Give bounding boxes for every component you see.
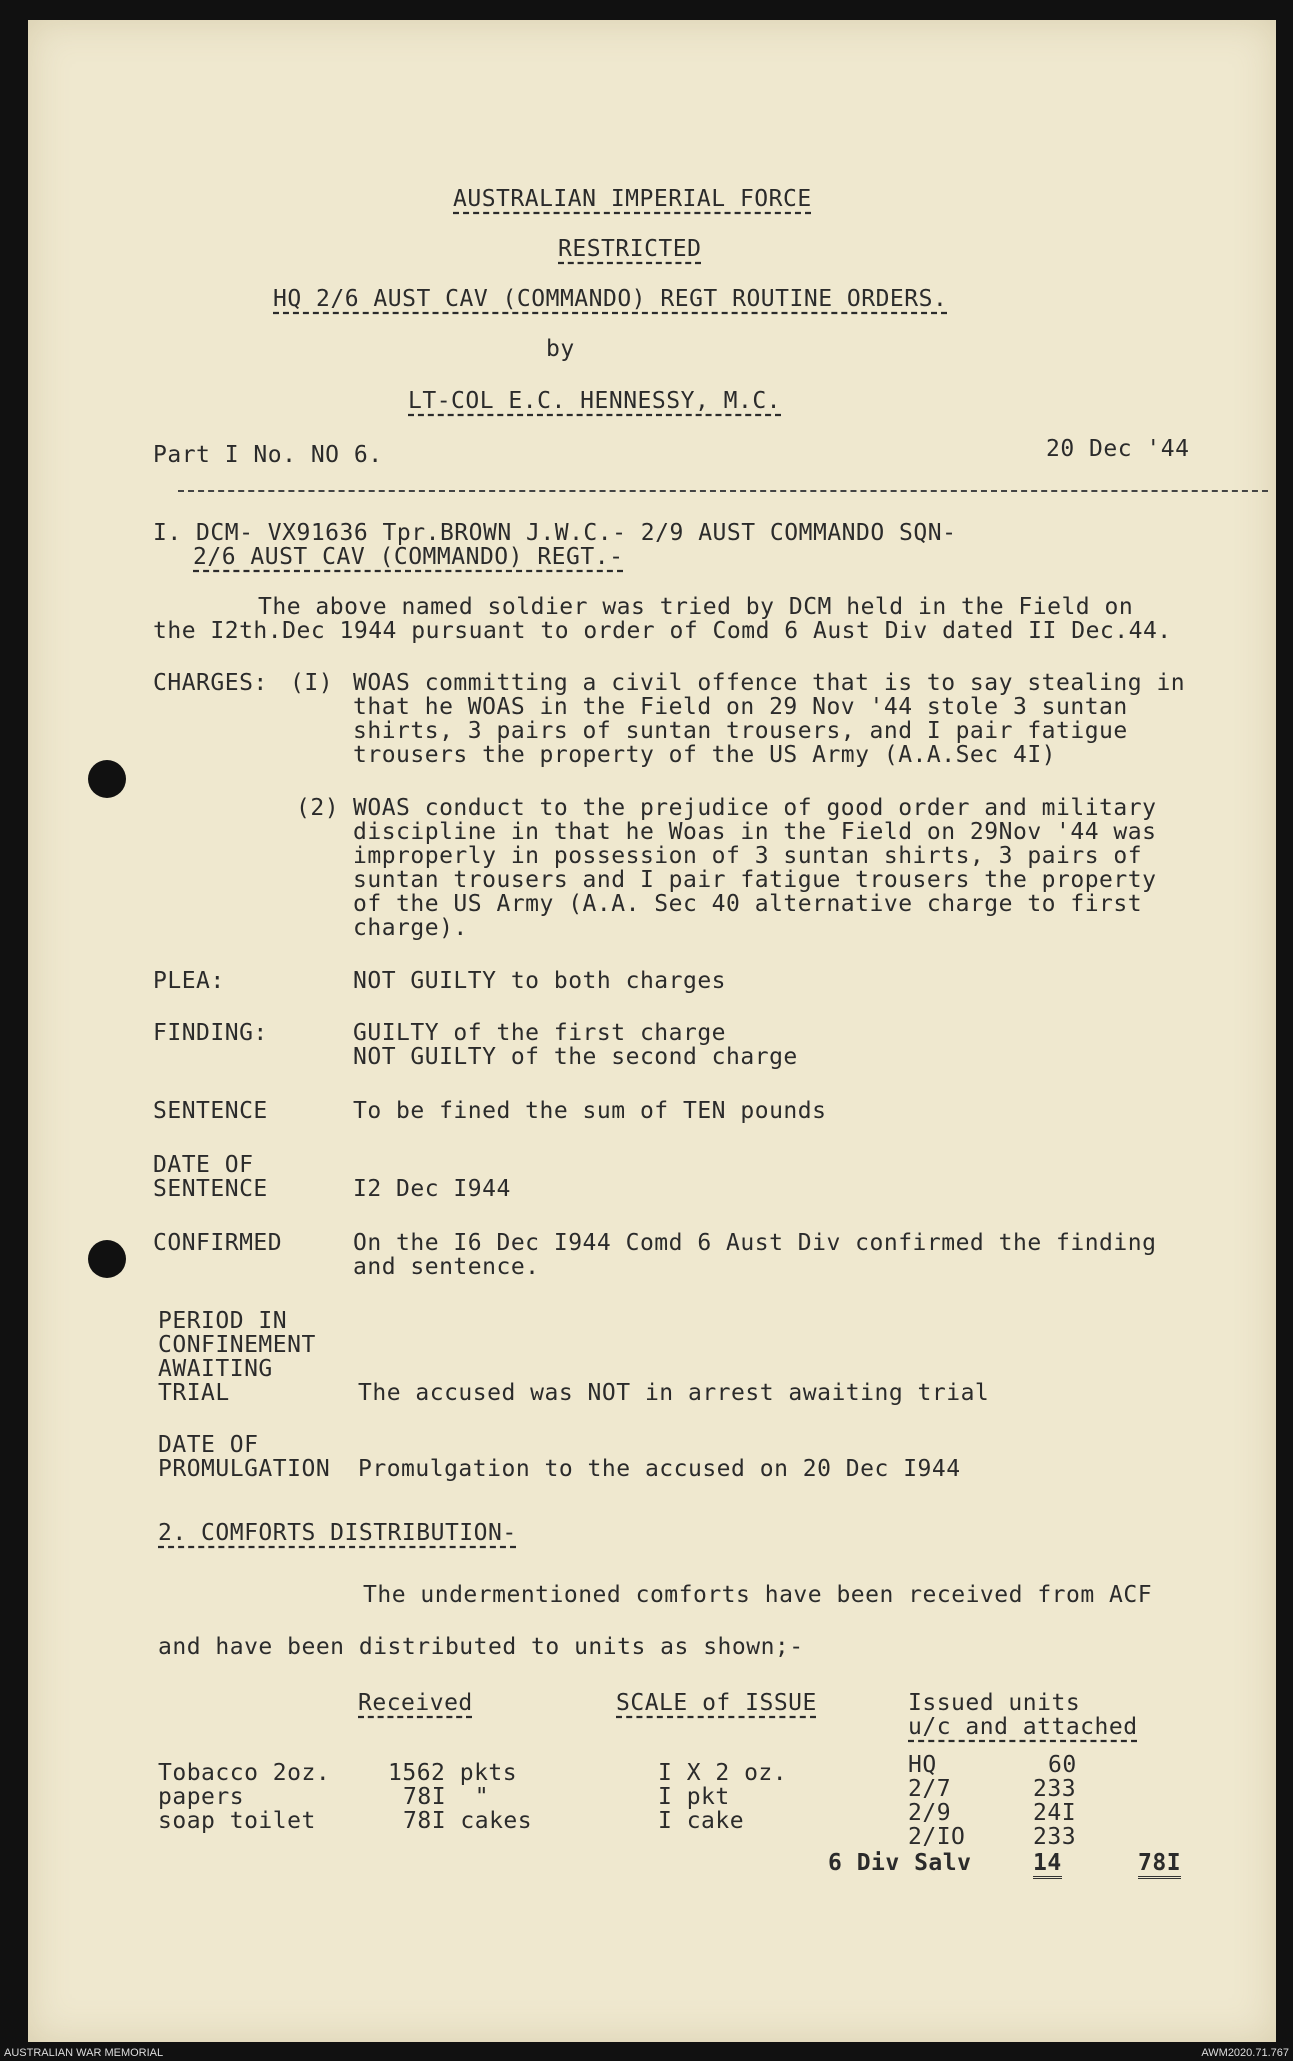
period-label: TRIAL [158, 1380, 230, 1406]
finding-value: NOT GUILTY of the second charge [353, 1044, 798, 1070]
col-issued: Issued units [908, 1690, 1081, 1716]
charge2-line: of the US Army (A.A. Sec 40 alternative charge to first [353, 891, 1143, 917]
unit-name: 6 Div Salv [828, 1850, 972, 1876]
finding-value: GUILTY of the first charge [353, 1020, 727, 1046]
charge1-line: that he WOAS in the Field on 29 Nov '44 stole 3 suntan [353, 694, 1128, 720]
unit-name: 2/7 [908, 1776, 952, 1802]
footer-archive: AUSTRALIAN WAR MEMORIAL [4, 2047, 164, 2059]
unit-name: 2/IO [908, 1824, 966, 1850]
col-issued: u/c and attached [908, 1714, 1138, 1740]
unit-qty: 233 [1033, 1824, 1077, 1850]
footer-accession: AWM2020.71.767 [1201, 2047, 1289, 2059]
charges-label: CHARGES: [153, 670, 268, 696]
sentence-label: SENTENCE [153, 1098, 268, 1124]
section2-heading: 2. COMFORTS DISTRIBUTION- [158, 1520, 517, 1546]
document-page [28, 20, 1276, 2042]
divider-rule [178, 490, 1268, 492]
part-number: Part I No. NO 6. [153, 442, 383, 468]
charge-number: (I) [290, 670, 334, 696]
unit-qty: 24I [1033, 1800, 1077, 1826]
date-of-sentence-label: SENTENCE [153, 1176, 268, 1202]
item-received: 78I cakes [403, 1808, 533, 1834]
item-scale: I pkt [658, 1784, 730, 1810]
unit-qty: 233 [1033, 1776, 1077, 1802]
item-name: papers [158, 1784, 245, 1810]
item-received: 1562 pkts [388, 1760, 518, 1786]
charge1-line: trousers the property of the US Army (A.A.Sec 4I) [353, 742, 1057, 768]
charge2-line: suntan trousers and I pair fatigue trousers the property [353, 867, 1157, 893]
plea-value: NOT GUILTY to both charges [353, 968, 727, 994]
sentence-value: To be fined the sum of TEN pounds [353, 1098, 827, 1124]
promulgation-label: DATE OF [158, 1432, 259, 1458]
intro-line: The above named soldier was tried by DCM held in the Field on [258, 594, 1134, 620]
item-scale: I X 2 oz. [658, 1760, 788, 1786]
header-orders: HQ 2/6 AUST CAV (COMMANDO) REGT ROUTINE ORDERS. [273, 286, 948, 312]
period-value: The accused was NOT in arrest awaiting trial [358, 1380, 990, 1406]
charge1-line: WOAS committing a civil offence that is to say stealing in [353, 670, 1186, 696]
section1-subheading: 2/6 AUST CAV (COMMANDO) REGT.- [193, 544, 624, 570]
header-restricted: RESTRICTED [558, 236, 702, 262]
promulgation-value: Promulgation to the accused on 20 Dec I944 [358, 1456, 961, 1482]
charge2-line: improperly in possession of 3 suntan shirts, 3 pairs of [353, 843, 1143, 869]
date-of-sentence-label: DATE OF [153, 1152, 254, 1178]
section1-heading: I. DCM- VX91636 Tpr.BROWN J.W.C.- 2/9 AUST COMMANDO SQN- [153, 520, 957, 546]
period-label: PERIOD IN [158, 1308, 288, 1334]
col-scale: SCALE of ISSUE [616, 1690, 817, 1716]
unit-name: 2/9 [908, 1800, 952, 1826]
plea-label: PLEA: [153, 968, 225, 994]
unit-qty: 14 [1033, 1850, 1062, 1879]
unit-name: HQ [908, 1752, 937, 1778]
item-name: soap toilet [158, 1808, 316, 1834]
period-label: CONFINEMENT [158, 1332, 316, 1358]
finding-label: FINDING: [153, 1020, 268, 1046]
section2-intro: and have been distributed to units as shown;- [158, 1634, 804, 1660]
charge-number: (2) [296, 795, 340, 821]
section2-intro: The undermentioned comforts have been received from ACF [363, 1582, 1153, 1608]
promulgation-label: PROMULGATION [158, 1456, 331, 1482]
distribution-total: 78I [1138, 1850, 1181, 1879]
punch-hole [88, 1240, 126, 1278]
header-force: AUSTRALIAN IMPERIAL FORCE [453, 186, 812, 212]
intro-line: the I2th.Dec 1944 pursuant to order of Comd 6 Aust Div dated II Dec.44. [153, 618, 1172, 644]
item-received: 78I " [403, 1784, 490, 1810]
item-scale: I cake [658, 1808, 745, 1834]
charge2-line: discipline in that he Woas in the Field on 29Nov '44 was [353, 819, 1157, 845]
charge2-line: charge). [353, 915, 468, 941]
charge2-line: WOAS conduct to the prejudice of good order and military [353, 795, 1157, 821]
header-by: by [546, 336, 575, 362]
punch-hole [88, 760, 126, 798]
col-received: Received [358, 1690, 473, 1716]
charge1-line: shirts, 3 pairs of suntan trousers, and I pair fatigue [353, 718, 1128, 744]
period-label: AWAITING [158, 1356, 273, 1382]
header-commander: LT-COL E.C. HENNESSY, M.C. [408, 388, 782, 414]
item-name: Tobacco 2oz. [158, 1760, 331, 1786]
confirmed-value: and sentence. [353, 1254, 540, 1280]
order-date: 20 Dec '44 [1046, 436, 1190, 462]
confirmed-value: On the I6 Dec I944 Comd 6 Aust Div confirmed the finding [353, 1230, 1157, 1256]
confirmed-label: CONFIRMED [153, 1230, 283, 1256]
date-of-sentence-value: I2 Dec I944 [353, 1176, 511, 1202]
unit-qty: 60 [1048, 1752, 1077, 1778]
